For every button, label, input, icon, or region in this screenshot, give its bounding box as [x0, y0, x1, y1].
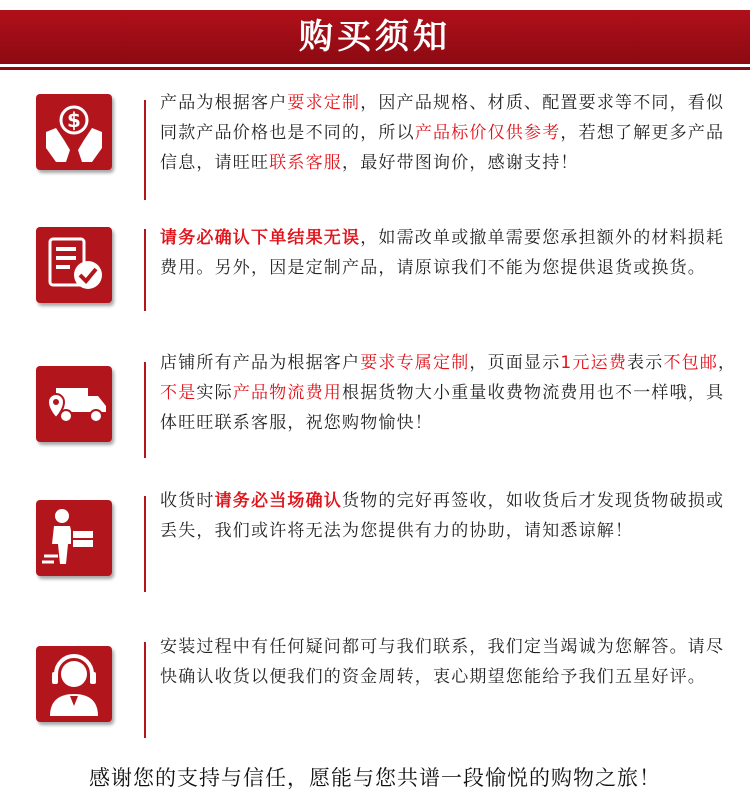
notice-text: 安装过程中有任何疑问都可与我们联系，我们定当竭诚为您解答。请尽快确认收货以便我们的资金周转，衷心期望您能给予我们五星好评。 — [160, 637, 725, 687]
divider — [144, 362, 146, 458]
footer-thanks: 感谢您的支持与信任，愿能与您共谱一段愉悦的购物之旅！ — [89, 766, 661, 790]
money-hands-icon — [36, 94, 112, 170]
divider — [144, 229, 146, 311]
divider — [144, 642, 146, 738]
svg-text:$: $ — [67, 108, 81, 132]
page-title: 购买须知 — [299, 17, 451, 57]
notice-text: 收货时请务必当场确认货物的完好再签收，如收货后才发现货物破损或丢失，我们或许将无法为您提供有力的协助，请知悉谅解！ — [160, 491, 725, 541]
notice-text: 店铺所有产品为根据客户要求专属定制，页面显示1元运费表示不包邮，不是实际产品物流费用根据货物大小重量收费物流费用也不一样哦，具体旺旺联系客服，祝您购物愉快！ — [160, 353, 737, 433]
courier-package-icon — [36, 500, 112, 576]
customer-service-icon — [36, 646, 112, 722]
divider — [144, 100, 146, 200]
delivery-truck-icon — [36, 366, 112, 442]
divider — [144, 496, 146, 592]
notice-text: 产品为根据客户要求定制，因产品规格、材质、配置要求等不同，看似同款产品价格也是不同的，所以产品标价仅供参考，若想了解更多产品信息，请旺旺联系客服，最好带图询价，感谢支持！ — [160, 93, 725, 173]
header-banner — [0, 10, 750, 64]
checklist-icon — [36, 227, 112, 303]
notice-text: 请务必确认下单结果无误，如需改单或撤单需要您承担额外的材料损耗费用。另外，因是定制产品，请原谅我们不能为您提供退货或换货。 — [160, 228, 725, 278]
